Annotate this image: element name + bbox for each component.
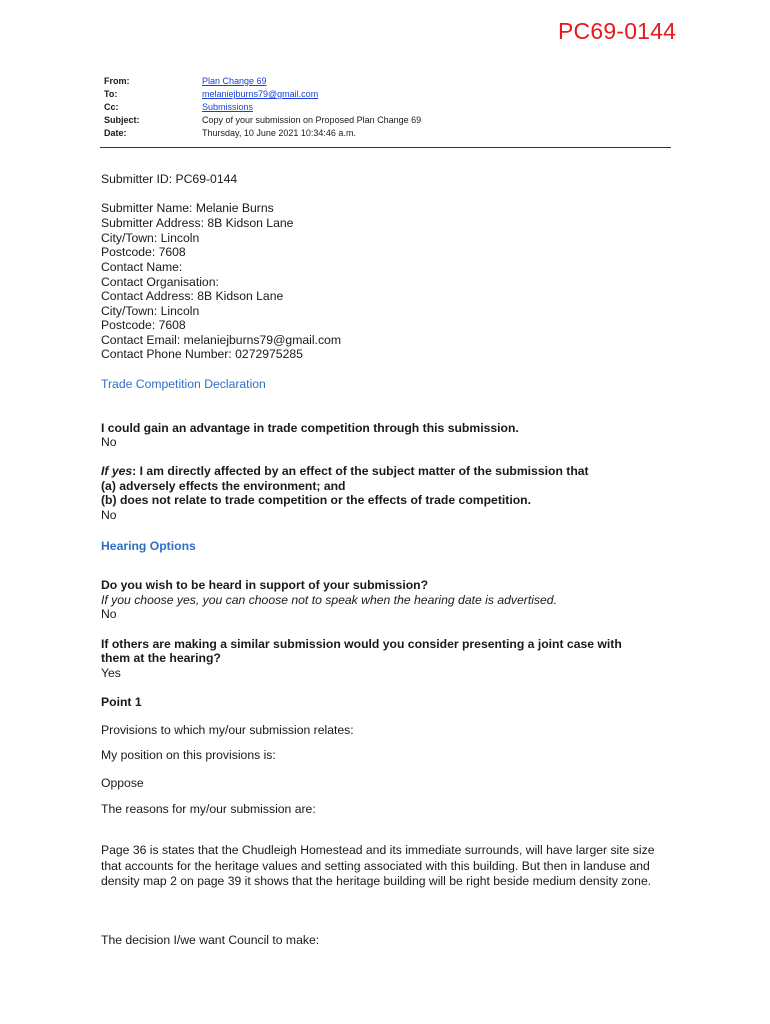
submitter-id: Submitter ID: PC69-0144: [101, 172, 238, 186]
from-label: From:: [104, 76, 130, 86]
contact-postcode: Postcode: 7608: [101, 318, 186, 332]
provisions-label: Provisions to which my/our submission relates:: [101, 723, 354, 737]
trade-question-2-b: (b) does not relate to trade competition or the effects of trade competition.: [101, 493, 531, 507]
trade-question-2-a: (a) adversely effects the environment; and: [101, 479, 346, 493]
trade-question-2-prefix: If yes: [101, 464, 133, 478]
hearing-question-2-line-1: If others are making a similar submission would you consider presenting a joint case with: [101, 637, 622, 651]
contact-address: Contact Address: 8B Kidson Lane: [101, 289, 284, 303]
submitter-postcode: Postcode: 7608: [101, 245, 186, 259]
to-label: To:: [104, 89, 118, 99]
trade-heading: Trade Competition Declaration: [101, 377, 266, 391]
contact-name: Contact Name:: [101, 260, 183, 274]
hearing-question-1-note: If you choose yes, you can choose not to speak when the hearing date is advertised.: [101, 593, 557, 607]
trade-question-1: I could gain an advantage in trade competition through this submission.: [101, 421, 519, 435]
to-link[interactable]: melaniejburns79@gmail.com: [202, 89, 319, 99]
contact-city: City/Town: Lincoln: [101, 304, 200, 318]
decision-label: The decision I/we want Council to make:: [101, 933, 320, 947]
contact-phone: Contact Phone Number: 0272975285: [101, 347, 303, 361]
cc-link[interactable]: Submissions: [202, 102, 254, 112]
cc-label: Cc:: [104, 102, 119, 112]
submitter-name: Submitter Name: Melanie Burns: [101, 201, 274, 215]
hearing-question-1: Do you wish to be heard in support of your submission?: [101, 578, 429, 592]
hearing-question-2-line-2: them at the hearing?: [101, 651, 221, 665]
subject-value: Copy of your submission on Proposed Plan Change 69: [202, 115, 422, 125]
reasons-label: The reasons for my/our submission are:: [101, 802, 316, 816]
hearing-answer-2: Yes: [101, 666, 121, 680]
trade-answer-1: No: [101, 435, 117, 449]
contact-organisation: Contact Organisation:: [101, 275, 219, 289]
submitter-city: City/Town: Lincoln: [101, 231, 200, 245]
document-stamp: PC69-0144: [558, 18, 677, 44]
trade-question-2-text: : I am directly affected by an effect of the subject matter of the submission that: [132, 464, 589, 478]
hearing-answer-1: No: [101, 607, 117, 621]
date-label: Date:: [104, 128, 127, 138]
trade-answer-2: No: [101, 508, 117, 522]
position-value: Oppose: [101, 776, 144, 790]
header-divider: [100, 147, 671, 148]
subject-label: Subject:: [104, 115, 140, 125]
from-link[interactable]: Plan Change 69: [202, 76, 267, 86]
position-label: My position on this provisions is:: [101, 748, 276, 762]
date-value: Thursday, 10 June 2021 10:34:46 a.m.: [202, 128, 356, 138]
contact-email: Contact Email: melaniejburns79@gmail.com: [101, 333, 341, 347]
reasons-text: Page 36 is states that the Chudleigh Homestead and its immediate surrounds, will have larger site size that accounts for the heritage values and setting associated with this building. But then in landuse and density map 2 on page 39 it shows that the heritage building will be right beside medium density zone.: [101, 843, 655, 889]
hearing-heading: Hearing Options: [101, 539, 196, 553]
point-heading: Point 1: [101, 695, 142, 709]
submitter-address: Submitter Address: 8B Kidson Lane: [101, 216, 294, 230]
trade-question-2: [101, 464, 589, 479]
